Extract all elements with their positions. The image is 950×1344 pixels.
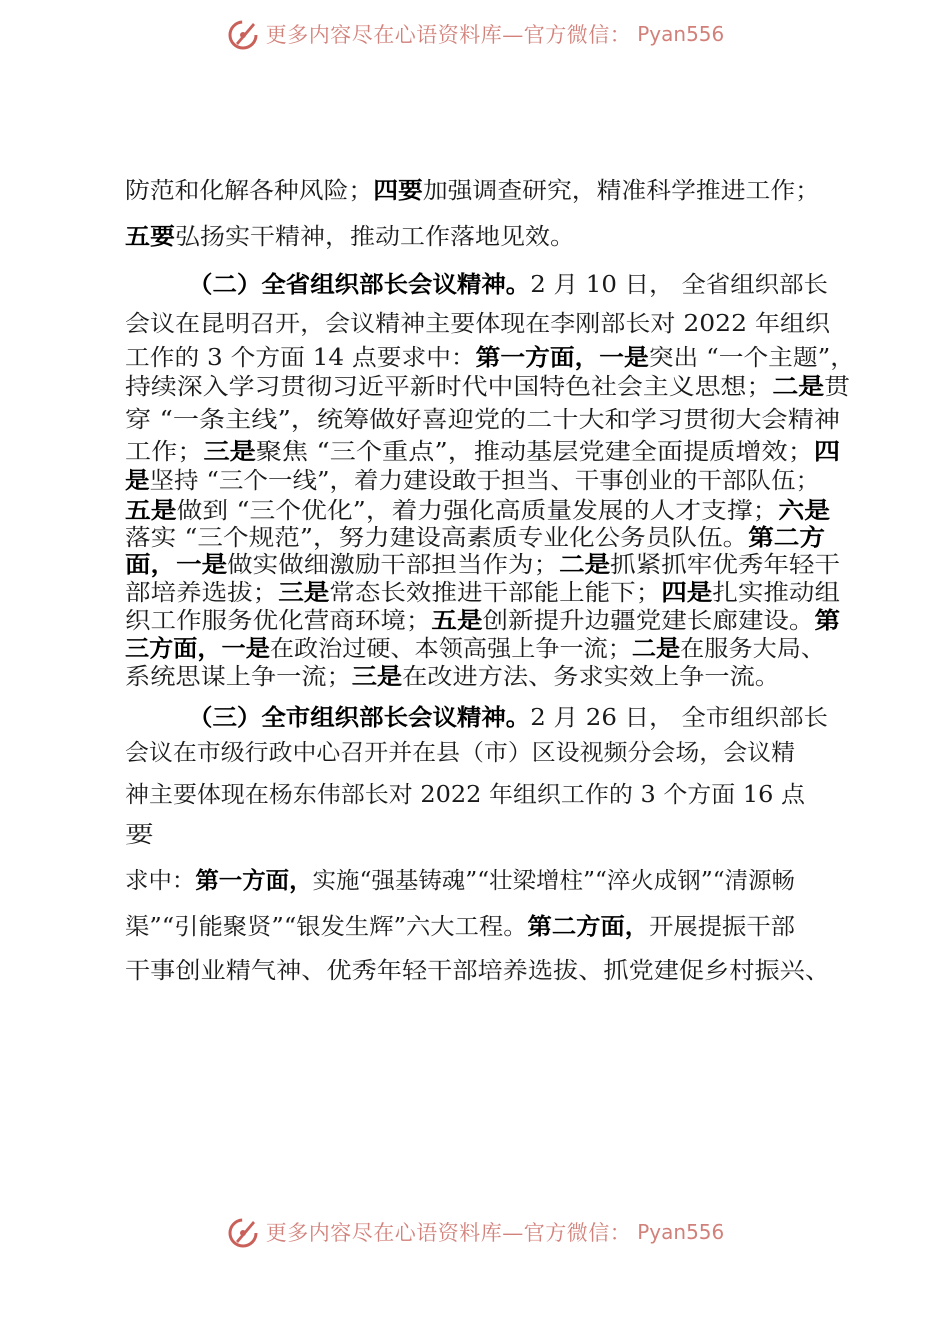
bold-text: 第一方面， [195, 868, 313, 894]
text-span: 突出 “一个主题”， [648, 345, 855, 371]
bold-text: 五是 [431, 608, 483, 634]
bold-text: 五要 [125, 224, 175, 250]
text-span: 2 月 26 日， 全市组织部长 [530, 705, 828, 731]
text-line [125, 606, 840, 636]
text-line [125, 496, 830, 526]
text-span: 加强调查研究，精准科学推进工作； [422, 178, 820, 204]
bold-text: 四 [813, 439, 840, 465]
text-span: 防范和化解各种风险； [125, 178, 374, 204]
text-line [125, 222, 575, 252]
text-line [125, 820, 154, 850]
bold-text: 二是 [631, 636, 681, 662]
text-span: 实施“强基铸魂”“壮梁增柱”“淬火成钢”“清源畅 [312, 868, 796, 894]
pen-logo-icon [226, 1215, 260, 1249]
bold-text: 二是 [772, 374, 825, 400]
pen-logo-icon [226, 17, 260, 51]
bold-text: 三是 [203, 439, 256, 465]
text-line [125, 662, 780, 692]
text-line [125, 866, 795, 896]
text-line [125, 738, 795, 768]
bold-text: 面，一是 [125, 552, 228, 578]
text-line [125, 634, 825, 664]
text-line [125, 550, 840, 580]
bold-text: 六是 [778, 498, 830, 524]
text-span: 弘扬实干精神，推动工作落地见效。 [175, 224, 575, 250]
text-span: 持续深入学习贯彻习近平新时代中国特色社会主义思想； [125, 374, 773, 400]
bold-text: 三是 [278, 580, 330, 606]
text-span: 做到 “三个优化”，着力强化高质量发展的人才支撑； [176, 498, 779, 524]
text-span: 2 月 10 日， 全省组织部长 [530, 272, 828, 298]
text-span: 坚持 “三个一线”，着力建设敢于担当、干事创业的干部队伍； [149, 468, 821, 494]
text-span: 做实做细激励干部担当作为； [227, 552, 560, 578]
footer-watermark [0, 1212, 950, 1252]
text-line [125, 372, 850, 402]
text-span: 在改进方法、务求实效上争一流。 [402, 664, 780, 690]
bold-text: 三方面，一是 [125, 636, 270, 662]
text-span: 抓紧抓牢优秀年轻干 [610, 552, 840, 578]
bold-text: 第二方面， [527, 914, 650, 940]
watermark-text: 更多内容尽在心语资料库—官方微信： [265, 1221, 632, 1245]
bold-text: 三是 [351, 664, 403, 690]
bold-text: 第 [814, 608, 840, 634]
text-span: 聚焦 “三个重点”，推动基层党建全面提质增效； [255, 439, 814, 465]
text-line [125, 956, 830, 986]
text-line [125, 780, 805, 810]
text-span: 创新提升边疆党建长廊建设。 [482, 608, 815, 634]
bold-text: 四要 [373, 178, 423, 204]
text-span: 开展提振干部 [649, 914, 795, 940]
text-span: 穿 “一条主线”，统筹做好喜迎党的二十大和学习贯彻大会精神 [125, 407, 840, 433]
text-span: 渠”“引能聚贤”“银发生辉”六大工程。 [125, 914, 528, 940]
text-line [188, 270, 828, 300]
text-span: 会议在昆明召开，会议精神主要体现在李刚部长对 2022 年组织 [125, 311, 830, 337]
text-span: 常态长效推进干部能上能下； [329, 580, 662, 606]
text-span: 工作的 3 个方面 14 点要求中： [125, 345, 476, 371]
bold-text: 第二方 [748, 525, 825, 551]
watermark-text: 更多内容尽在心语资料库—官方微信： [265, 23, 632, 47]
text-span: 要 [125, 822, 154, 848]
bold-text: 四是 [661, 580, 713, 606]
text-span: 扎实推动组 [712, 580, 840, 606]
text-span: 会议在市级行政中心召开并在县（市）区设视频分会场，会议精 [125, 740, 796, 766]
text-span: 求中： [125, 868, 196, 894]
text-span: 织工作服务优化营商环境； [125, 608, 432, 634]
text-span: 系统思谋上争一流； [125, 664, 352, 690]
text-line [125, 343, 855, 373]
bold-text: （三）全市组织部长会议精神。 [188, 705, 531, 731]
watermark-id: Pyan556 [637, 22, 725, 46]
bold-text: 二是 [559, 552, 611, 578]
text-span: 神主要体现在杨东伟部长对 2022 年组织工作的 3 个方面 16 点 [125, 782, 805, 808]
text-line [125, 437, 840, 467]
text-line [125, 405, 840, 435]
text-span: 在政治过硬、本领高强上争一流； [269, 636, 632, 662]
text-line [125, 523, 825, 553]
bold-text: 五是 [125, 498, 177, 524]
text-line [125, 912, 795, 942]
text-line [188, 703, 828, 733]
bold-text: 是 [125, 468, 150, 494]
text-line [125, 466, 820, 496]
text-span: 干事创业精气神、优秀年轻干部培养选拔、抓党建促乡村振兴、 [125, 958, 830, 984]
bold-text: 第一方面，一是 [475, 345, 649, 371]
text-line [125, 176, 820, 206]
bold-text: （二）全省组织部长会议精神。 [188, 272, 531, 298]
text-line [125, 309, 830, 339]
watermark-id: Pyan556 [637, 1220, 725, 1244]
text-span: 在服务大局、 [680, 636, 826, 662]
text-span: 工作； [125, 439, 204, 465]
text-span: 部培养选拔； [125, 580, 279, 606]
header-watermark [0, 14, 950, 54]
text-span: 贯 [824, 374, 850, 400]
text-line [125, 578, 840, 608]
text-span: 落实 “三个规范”，努力建设高素质专业化公务员队伍。 [125, 525, 749, 551]
